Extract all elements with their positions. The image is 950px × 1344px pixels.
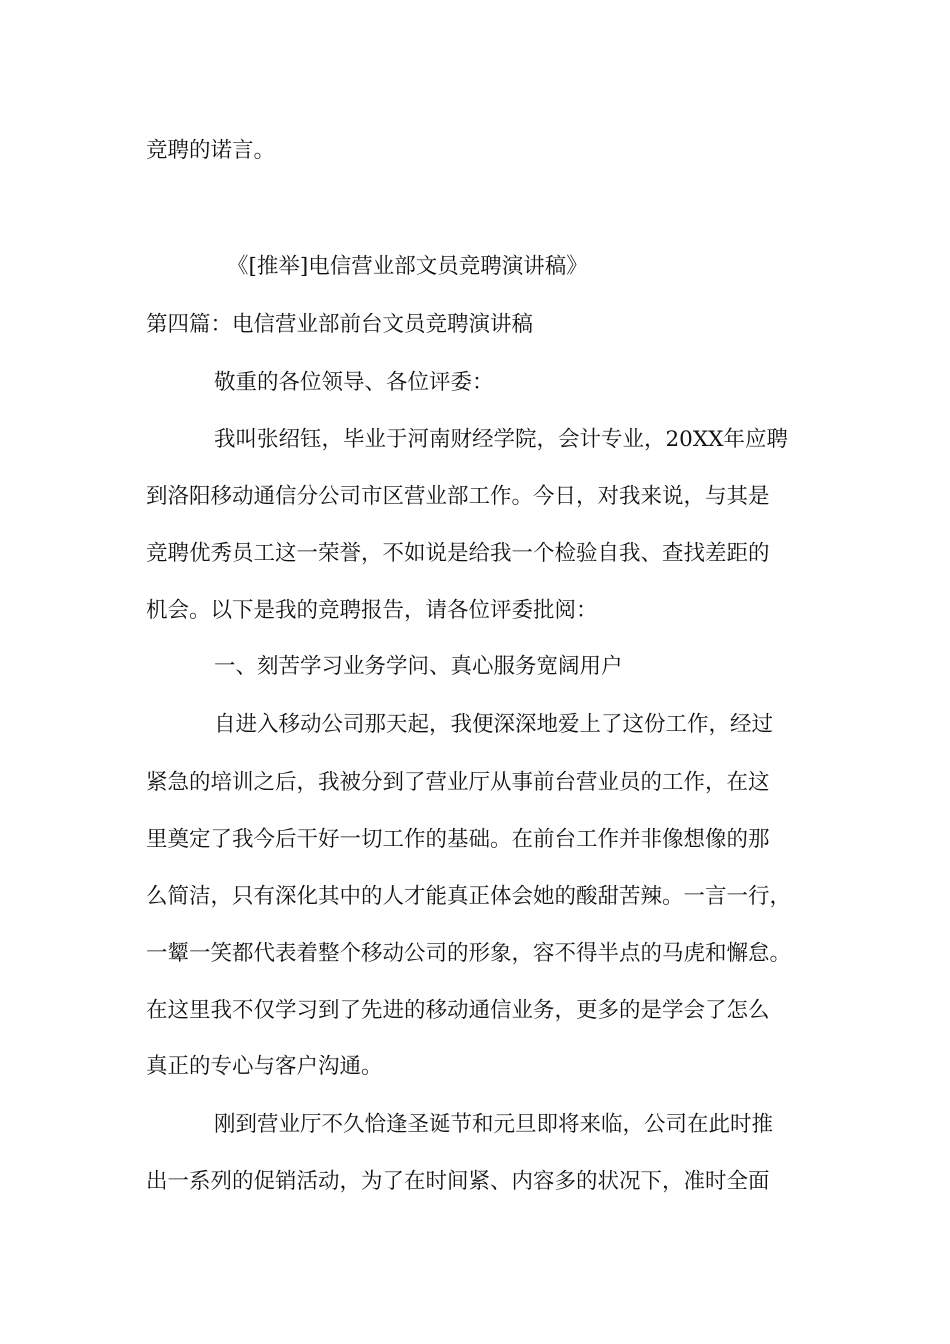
paragraph-line: 一颦一笑都代表着整个移动公司的形象，容不得半点的马虎和懈怠。 [146, 941, 792, 966]
paragraph-line: 出一系列的促销活动，为了在时间紧、内容多的状况下，准时全面 [146, 1169, 770, 1194]
paragraph-line: 在这里我不仅学习到了先进的移动通信业务，更多的是学会了怎么 [146, 998, 770, 1023]
salutation: 敬重的各位领导、各位评委： [214, 370, 494, 395]
paragraph-line: 真正的专心与客户沟通。 [146, 1054, 383, 1079]
paragraph-line: 自进入移动公司那天起，我便深深地爱上了这份工作，经过 [214, 712, 774, 737]
subsection-heading: 一、刻苦学习业务学问、真心服务宽阔用户 [214, 654, 623, 679]
paragraph-line: 到洛阳移动通信分公司市区营业部工作。今日，对我来说，与其是 [146, 484, 770, 509]
paragraph-line: 竞聘优秀员工这一荣誉，不如说是给我一个检验自我、查找差距的 [146, 541, 770, 566]
article-title: 《[推举]电信营业部文员竞聘演讲稿》 [227, 254, 588, 279]
paragraph-line: 我叫张绍钰，毕业于河南财经学院，会计专业，20XX年应聘 [214, 427, 788, 452]
section-heading: 第四篇：电信营业部前台文员竞聘演讲稿 [146, 312, 534, 337]
paragraph-line: 里奠定了我今后干好一切工作的基础。在前台工作并非像想像的那 [146, 827, 770, 852]
paragraph-line: 竞聘的诺言。 [146, 138, 276, 163]
paragraph-line: 刚到营业厅不久恰逢圣诞节和元旦即将来临，公司在此时推 [214, 1112, 774, 1137]
paragraph-line: 紧急的培训之后，我被分到了营业厅从事前台营业员的工作，在这 [146, 770, 770, 795]
paragraph-line: 么简洁，只有深化其中的人才能真正体会她的酸甜苦辣。一言一行， [146, 884, 792, 909]
paragraph-line: 机会。以下是我的竞聘报告，请各位评委批阅： [146, 598, 598, 623]
